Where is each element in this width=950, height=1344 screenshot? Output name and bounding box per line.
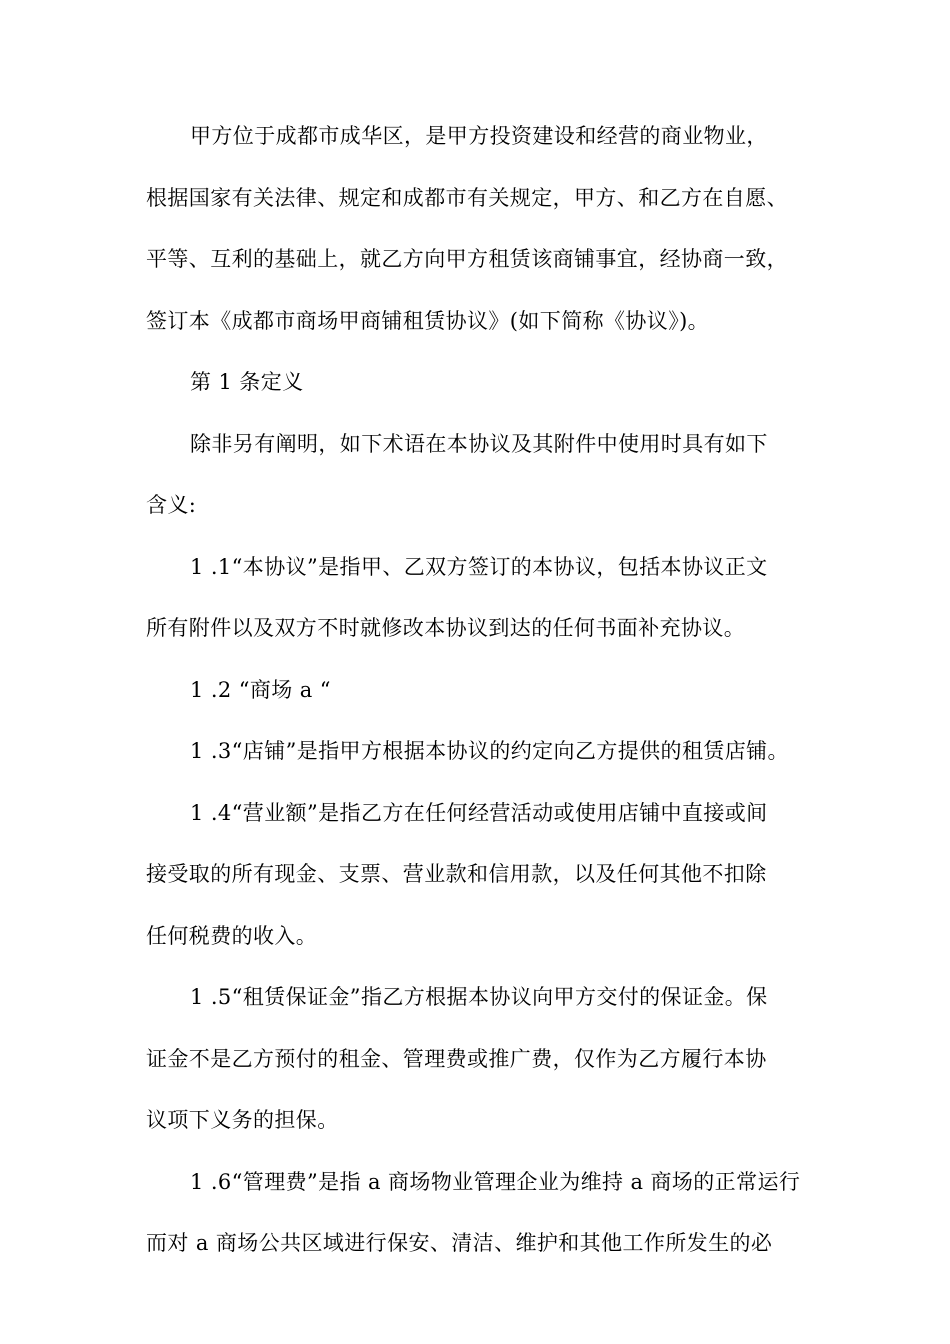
clause-line: 接受取的所有现金、支票、营业款和信用款，以及任何其他不扣除	[146, 862, 767, 886]
clause-line: 1 .4“营业额”是指乙方在任何经营活动或使用店铺中直接或间	[190, 800, 768, 825]
paragraph-line: 含义:	[146, 493, 197, 517]
clause-line: 1 .2 “商场 a “	[190, 677, 331, 702]
clause-line: 1 .1“本协议”是指甲、乙双方签订的本协议，包括本协议正文	[190, 554, 768, 579]
paragraph-line: 除非另有阐明，如下术语在本协议及其附件中使用时具有如下	[190, 431, 768, 456]
clause-line: 证金不是乙方预付的租金、管理费或推广费，仅作为乙方履行本协	[146, 1046, 767, 1071]
clause-line: 1 .3“店铺”是指甲方根据本协议的约定向乙方提供的租赁店铺。	[190, 739, 789, 763]
document-body	[146, 112, 826, 1281]
clause-line: 而对 a 商场公共区域进行保安、清洁、维护和其他工作所发生的必	[146, 1231, 773, 1255]
paragraph-line: 根据国家有关法律、规定和成都市有关规定，甲方、和乙方在自愿、	[146, 185, 788, 210]
paragraph-line: 签订本《成都市商场甲商铺租赁协议》(如下简称《协议》)。	[146, 308, 710, 333]
clause-line: 所有附件以及双方不时就修改本协议到达的任何书面补充协议。	[146, 616, 746, 640]
clause-line: 1 .6“管理费”是指 a 商场物业管理企业为维持 a 商场的正常运行	[190, 1169, 801, 1194]
paragraph-line: 甲方位于成都市成华区，是甲方投资建设和经营的商业物业，	[190, 124, 768, 148]
clause-line: 任何税费的收入。	[146, 923, 318, 948]
clause-line: 议项下义务的担保。	[146, 1108, 339, 1132]
paragraph-line: 平等、互利的基础上，就乙方向甲方租赁该商铺事宜，经协商一致，	[146, 247, 788, 271]
section-heading: 第 1 条定义	[190, 370, 304, 394]
clause-line: 1 .5“租赁保证金”指乙方根据本协议向甲方交付的保证金。保	[190, 985, 768, 1009]
